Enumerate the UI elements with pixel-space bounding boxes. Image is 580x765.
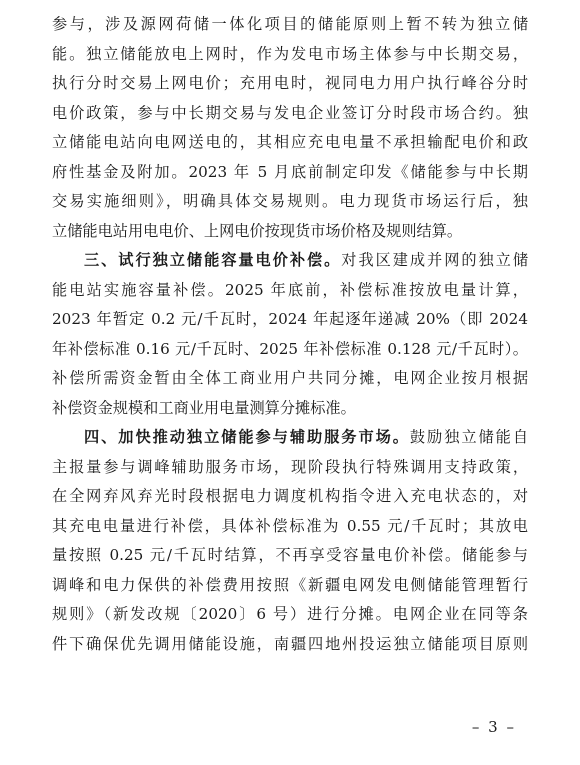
text-line: 件下确保优先调用储能设施，南疆四地州投运独立储能项目原则 <box>52 634 528 653</box>
text-line: 规则》（新发改规〔2020〕6 号）进行分摊。电网企业在同等条 <box>52 605 528 623</box>
text-line: 量按照 0.25 元/千瓦时结算，不再享受容量电价补偿。储能参与 <box>52 546 528 564</box>
text-line: 调峰和电力保供的补偿费用按照《新疆电网发电侧储能管理暂行 <box>52 575 528 594</box>
section-4-first-line-text: 鼓励独立储能自 <box>409 428 528 446</box>
text-line: 主报量参与调峰辅助服务市场，现阶段执行特殊调用支持政策， <box>52 457 528 476</box>
text-line: 府性基金及附加。2023 年 5 月底前制定印发《储能参与中长期 <box>52 162 528 181</box>
page-number: – 3 – <box>471 718 516 736</box>
section-3-first-line <box>52 246 528 276</box>
section-4-first-line <box>52 423 528 453</box>
text-line: 其充电电量进行补偿，具体补偿标准为 0.55 元/千瓦时；其放电 <box>52 516 528 535</box>
text-line: 立储能电站向电网送电的，其相应充电电量不承担输配电价和政 <box>52 133 528 151</box>
text-line: 参与，涉及源网荷储一体化项目的储能原则上暂不转为独立储 <box>52 15 528 33</box>
section-4-heading: 四、加快推动独立储能参与辅助服务市场。 <box>84 428 410 446</box>
text-line: 年补偿标准 0.16 元/千瓦时、2025 年补偿标准 0.128 元/千瓦时）。 <box>52 339 528 358</box>
text-line: 能。独立储能放电上网时，作为发电市场主体参与中长期交易， <box>52 44 528 63</box>
text-line: 能电站实施容量补偿。2025 年底前，补偿标准按放电量计算， <box>52 280 528 299</box>
text-line: 补偿资金规模和工商业用电量测算分摊标准。 <box>52 398 356 417</box>
text-line: 电价政策，参与中长期交易与发电企业签订分时段市场合约。独 <box>52 103 528 122</box>
body-text <box>52 10 528 659</box>
section-3-heading: 三、试行独立储能容量电价补偿。 <box>84 251 342 269</box>
text-line: 补偿所需资金暂由全体工商业用户共同分摊，电网企业按月根据 <box>52 369 528 387</box>
text-line: 立储能电站用电电价、上网电价按现货市场价格及规则结算。 <box>52 221 463 240</box>
text-line: 交易实施细则》，明确具体交易规则。电力现货市场运行后，独 <box>52 192 528 210</box>
text-line: 执行分时交易上网电价；充用电时，视同电力用户执行峰谷分时 <box>52 74 528 92</box>
section-3-first-line-text: 对我区建成并网的独立储 <box>341 251 528 269</box>
text-line: 在全网弃风弃光时段根据电力调度机构指令进入充电状态的，对 <box>52 487 528 505</box>
text-line: 2023 年暂定 0.2 元/千瓦时，2024 年起逐年递减 20%（即 2024 <box>52 310 528 328</box>
